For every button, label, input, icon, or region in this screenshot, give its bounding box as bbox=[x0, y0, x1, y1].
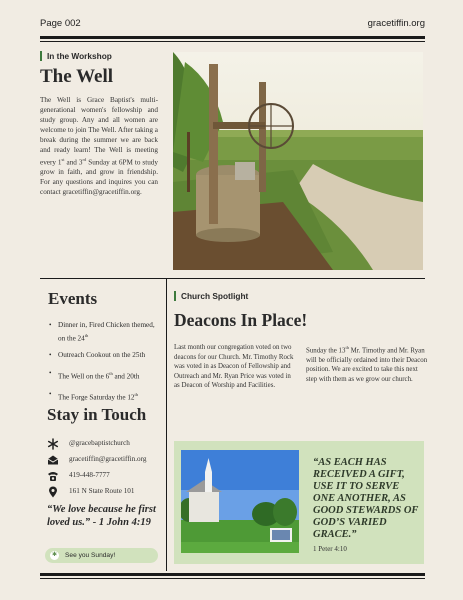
scripture-reference: 1 Peter 4:10 bbox=[313, 545, 347, 553]
workshop-kicker: In the Workshop bbox=[40, 51, 112, 61]
header-rule-thick bbox=[40, 36, 425, 39]
contact-text: 161 N State Route 101 bbox=[69, 487, 135, 495]
footer-rule-thin bbox=[40, 578, 425, 579]
spotlight-kicker: Church Spotlight bbox=[174, 291, 248, 301]
contact-text: @gracebaptistchurch bbox=[69, 439, 130, 447]
scripture-callout bbox=[174, 441, 424, 564]
site-url[interactable]: gracetiffin.org bbox=[367, 18, 425, 29]
event-item: • The Forge Saturday the 12th bbox=[49, 390, 161, 403]
badge-label: See you Sunday! bbox=[65, 552, 116, 559]
contact-text: gracetiffin@gracetiffin.org bbox=[69, 455, 147, 463]
church-photo bbox=[181, 450, 299, 553]
section-divider bbox=[40, 278, 425, 279]
well-title: The Well bbox=[40, 66, 114, 87]
spotlight-title: Deacons In Place! bbox=[174, 310, 308, 330]
see-you-sunday-badge bbox=[45, 548, 158, 563]
spotlight-column-2: Sunday the 13th Mr. Timothy and Mr. Ryan will be officially ordained into their Deacon position. We are excited to take this next step with them as we grow our church. bbox=[306, 345, 428, 383]
event-item: • The Well on the 6th and 20th bbox=[49, 369, 161, 382]
page-header bbox=[40, 18, 425, 32]
well-photo bbox=[173, 52, 423, 270]
bible-quote: “We love because he first loved us.” - 1 John 4:19 bbox=[47, 504, 156, 528]
event-item: • Dinner in, Fired Chicken themed, on the 24th bbox=[49, 321, 161, 343]
asterisk-icon bbox=[50, 551, 59, 560]
events-list bbox=[49, 321, 161, 411]
contact-text: 419-448-7777 bbox=[69, 471, 110, 479]
scripture-quote: “AS EACH HAS RECEIVED A GIFT, USE IT TO SERVE ONE ANOTHER, AS GOOD STEWARDS OF GOD’S VARIED GRACE.” bbox=[313, 457, 419, 540]
phone-icon bbox=[47, 470, 59, 482]
location-pin-icon bbox=[47, 486, 59, 498]
events-title: Events bbox=[48, 289, 98, 308]
well-body: The Well is Grace Baptist's multi-generational women's fellowship and study group. Any and all women are welcome to join The Well. After taking a break during the summer we are back and ready learn! The Well is meeting every 1st and 3rd Sunday at 6PM to study grow in faith, and grow in friendship. For any questions and inquires you can contact gracetiffin@gracetiffin.org. bbox=[40, 96, 158, 197]
asterisk-icon bbox=[47, 438, 59, 450]
header-rule-thin bbox=[40, 41, 425, 42]
event-item: • Outreach Cookout on the 25th bbox=[49, 351, 161, 361]
stay-in-touch-title: Stay in Touch bbox=[47, 405, 147, 424]
envelope-icon bbox=[47, 454, 59, 466]
footer-rule-thick bbox=[40, 573, 425, 576]
page-number: Page 002 bbox=[40, 18, 81, 29]
spotlight-column-1: Last month our congregation voted on two deacons for our Church. Mr. Timothy Rock was voted in as Deacon of Fellowship and Outreach and Mr. Ryan Price was voted in as Deacon of Worship and Facilities. bbox=[174, 344, 294, 389]
